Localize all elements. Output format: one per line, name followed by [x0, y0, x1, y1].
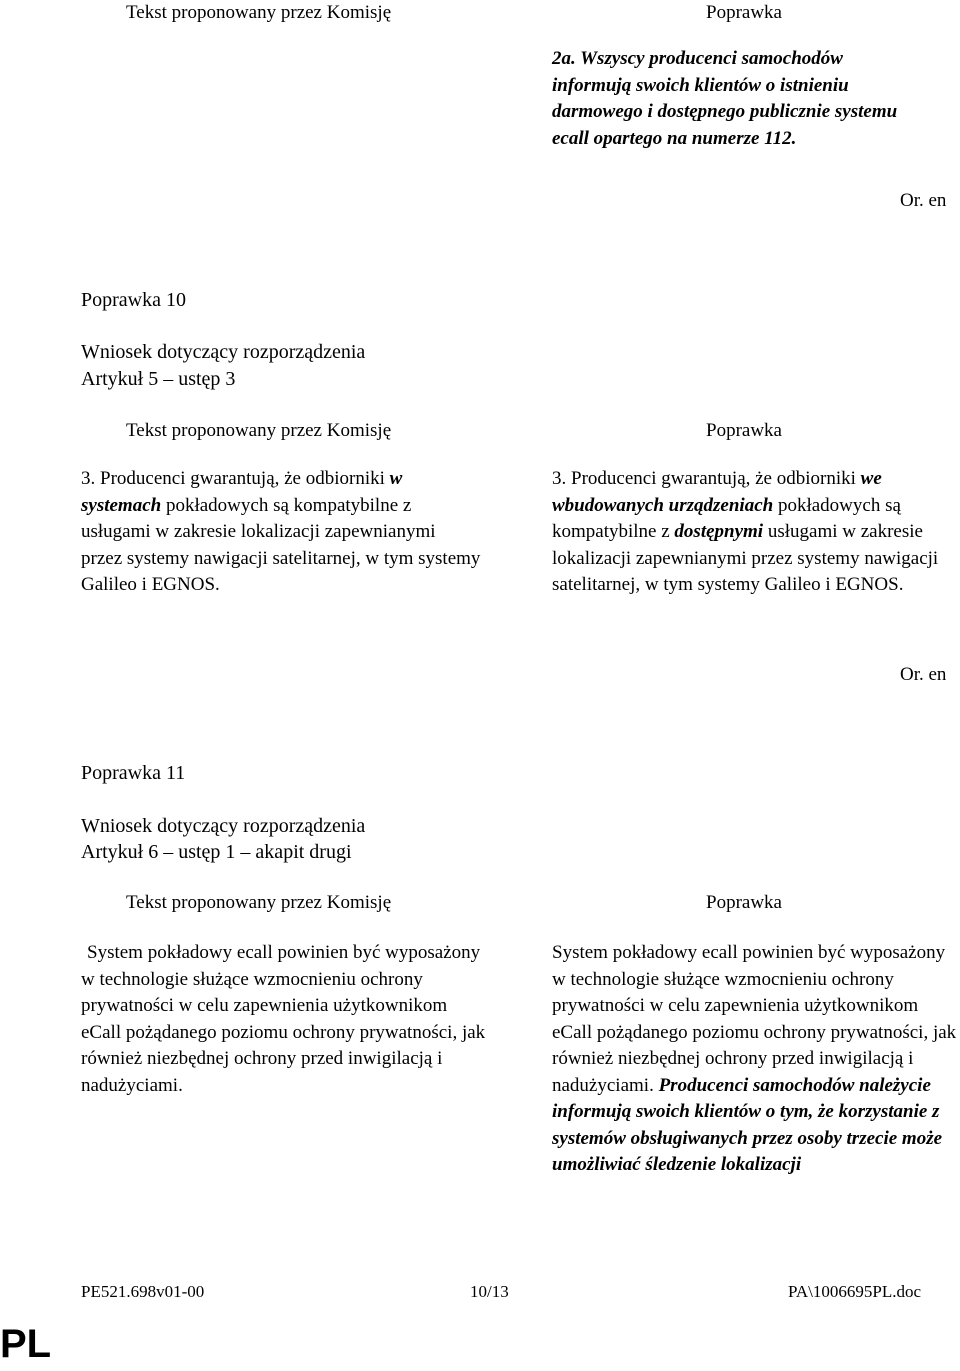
right-column-header: Poprawka — [706, 2, 782, 23]
amendment-11-article: Artykuł 6 – ustęp 1 – akapit drugi — [81, 841, 352, 863]
commission-text-11: System pokładowy ecall powinien być wyposażony w technologie służące wzmocnieniu ochrony prywatności w celu zapewnienia użytkownikom eCall pożądanego poziomu ochrony prywatności, jak również niezbędnej ochrony przed inwigilacją i nadużyciami. — [81, 942, 486, 1096]
amendment-text-2a: 2a. Wszyscy producenci samochodów informują swoich klientów o istnieniu darmowego i dostępnego publicznie systemu ecall opartego na numerze 112. — [552, 48, 898, 149]
commission-text-10: 3. Producenci gwarantują, że odbiorniki w systemach pokładowych są kompatybilne z usługami w zakresie lokalizacji zapewnianymi przez systemy nawigacji satelitarnej, w tym systemy Galileo i EGNOS. — [81, 468, 481, 595]
file-name: PA\1006695PL.doc — [788, 1282, 922, 1301]
original-language: Or. en — [900, 190, 947, 211]
right-column-header: Poprawka — [706, 420, 782, 441]
right-column-header: Poprawka — [706, 892, 782, 913]
document-reference: PE521.698v01-00 — [81, 1282, 205, 1301]
amendment-10-title: Poprawka 10 — [81, 289, 186, 311]
original-language: Or. en — [900, 664, 947, 685]
language-code: PL — [0, 1322, 52, 1366]
left-column-header: Tekst proponowany przez Komisję — [126, 892, 392, 913]
amendment-text-11: System pokładowy ecall powinien być wyposażony w technologie służące wzmocnieniu ochrony prywatności w celu zapewnienia użytkownikom eCall pożądanego poziomu ochrony prywatności, jak również niezbędnej ochrony przed inwigilacją i nadużyciami. Producenci samochodów należycie informują swoich klientów o tym, że korzystanie z systemów obsługiwanych przez osoby trzecie może umożliwiać śledzenie lokalizacji — [552, 942, 957, 1175]
left-column-header: Tekst proponowany przez Komisję — [126, 420, 392, 441]
page-number: 10/13 — [470, 1282, 509, 1301]
amendment-11-title: Poprawka 11 — [81, 762, 186, 784]
amendment-text-10: 3. Producenci gwarantują, że odbiorniki we wbudowanych urządzeniach pokładowych są kompatybilne z dostępnymi usługami w zakresie lokalizacji zapewnianymi przez systemy nawigacji satelitarnej, w tym systemy Galileo i EGNOS. — [552, 468, 939, 595]
amendment-11-subtitle: Wniosek dotyczący rozporządzenia — [81, 815, 366, 837]
amendment-10-article: Artykuł 5 – ustęp 3 — [81, 368, 236, 390]
amendment-10-subtitle: Wniosek dotyczący rozporządzenia — [81, 341, 366, 363]
left-column-header: Tekst proponowany przez Komisję — [126, 2, 392, 23]
